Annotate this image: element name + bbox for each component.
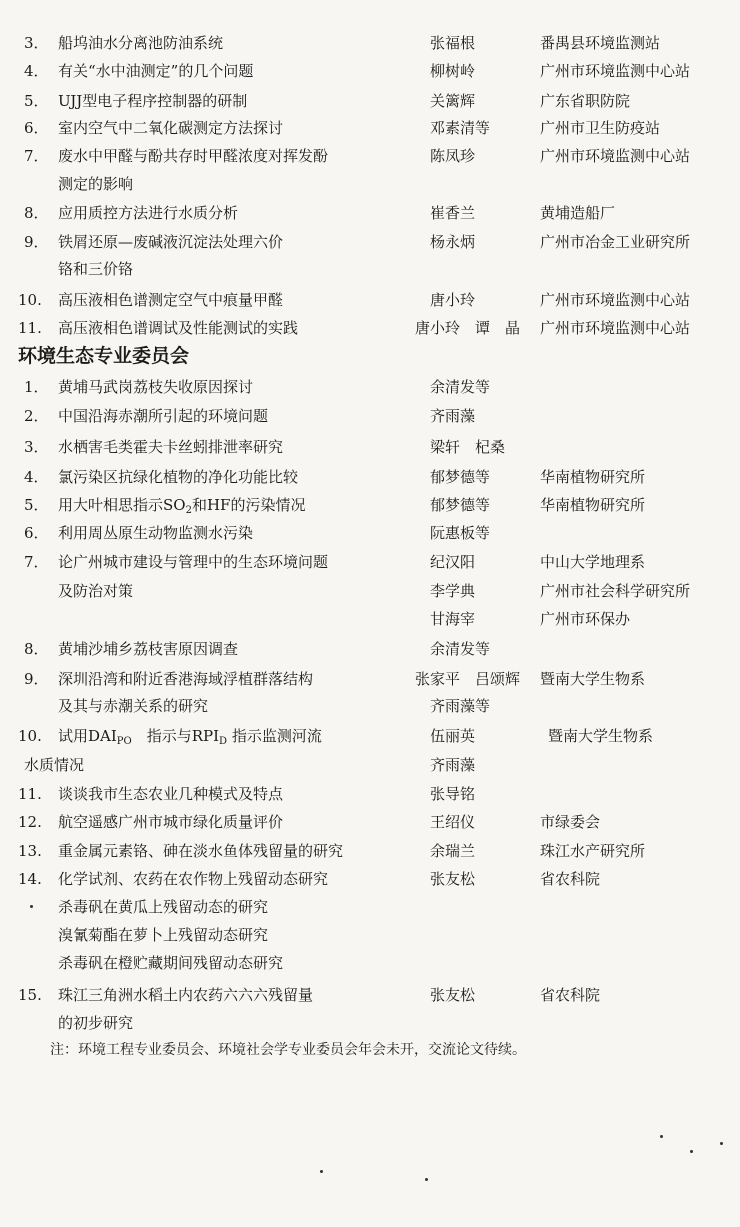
item-author: 柳树岭	[430, 62, 476, 80]
item-organization: 省农科院	[540, 870, 601, 888]
item-author: 纪汉阳	[430, 553, 476, 571]
item-number: 3．	[24, 438, 49, 456]
item-number: 7．	[24, 553, 49, 571]
list-item	[0, 866, 740, 892]
item-number: 15.	[18, 986, 42, 1004]
item-author: 张福根	[430, 34, 476, 52]
item-number: 4．	[24, 468, 49, 486]
item-title: 用大叶相思指示$SO_2$和HF的污染情况	[58, 496, 306, 516]
list-item	[0, 894, 740, 920]
list-item	[0, 200, 740, 226]
item-organization: 广东省职防院	[540, 92, 631, 110]
item-author: 杨永炳	[430, 233, 476, 251]
scan-speck	[425, 1178, 428, 1181]
item-title: 重金属元素铬、砷在淡水鱼体残留量的研究	[58, 842, 344, 860]
item-organization: 广州市环境监测中心站	[540, 291, 691, 309]
item-title-continuation: 杀毒矾在黄瓜上残留动态的研究	[58, 898, 269, 916]
list-item	[0, 982, 740, 1008]
item-title: 氯污染区抗绿化植物的净化功能比较	[58, 468, 299, 486]
item-title-continuation: 的初步研究	[58, 1014, 134, 1032]
item-author: 李学典	[430, 582, 476, 600]
item-author: 阮惠板等	[430, 524, 491, 542]
item-organization: 广州市冶金工业研究所	[540, 233, 691, 251]
item-number: 1．	[24, 378, 49, 396]
section-heading: 环境生态专业委员会	[18, 345, 190, 367]
item-author: 余瑞兰	[430, 842, 476, 860]
scan-speck	[690, 1150, 693, 1153]
item-number: 9．	[24, 670, 49, 688]
item-author: 张家平 吕颂辉	[415, 670, 521, 688]
item-number: 10.	[18, 291, 42, 309]
item-author: 关篱辉	[430, 92, 476, 110]
item-title: 高压液相色谱测定空气中痕量甲醛	[58, 291, 284, 309]
item-number: 5．	[24, 496, 49, 514]
item-number: 2．	[24, 407, 49, 425]
item-title-continuation: 及防治对策	[58, 582, 134, 600]
item-author: 甘海宰	[430, 610, 476, 628]
list-item	[0, 606, 740, 632]
list-item	[0, 229, 740, 255]
item-author: 陈凤珍	[430, 147, 476, 165]
list-item	[0, 1010, 740, 1036]
item-title: 铁屑还原—废碱液沉淀法处理六价	[58, 233, 284, 251]
item-organization: 华南植物研究所	[540, 468, 646, 486]
item-author: 张友松	[430, 986, 476, 1004]
item-number: 11.	[18, 319, 42, 337]
item-author: 崔香兰	[430, 204, 476, 222]
list-item	[0, 752, 740, 778]
item-title: 船坞油水分离池防油系统	[58, 34, 224, 52]
item-title: 谈谈我市生态农业几种模式及特点	[58, 785, 284, 803]
item-organization: 广州市环境监测中心站	[540, 62, 691, 80]
item-number: 6．	[24, 524, 49, 542]
list-item	[0, 693, 740, 719]
list-item	[0, 464, 740, 490]
footnote: 注：环境工程专业委员会、环境社会学专业委员会年会未开，交流论文待续。	[50, 1042, 526, 1058]
item-title: 废水中甲醛与酚共存时甲醛浓度对挥发酚	[58, 147, 329, 165]
item-title: 中国沿海赤潮所引起的环境问题	[58, 407, 269, 425]
item-title-continuation: 杀毒矾在橙贮藏期间残留动态研究	[58, 954, 284, 972]
item-number: 10.	[18, 727, 42, 745]
item-title: 高压液相色谱调试及性能测试的实践	[58, 319, 299, 337]
item-organization: 中山大学地理系	[540, 553, 646, 571]
item-organization: 省农科院	[540, 986, 601, 1004]
list-item	[0, 30, 740, 56]
list-item	[0, 922, 740, 948]
item-title: UJJ型电子程序控制器的研制	[58, 92, 248, 110]
item-number: 13.	[18, 842, 42, 860]
item-title: 深圳沿湾和附近香港海域浮植群落结构	[58, 670, 314, 688]
item-title-continuation: 水质情况	[24, 756, 85, 774]
list-item	[0, 88, 740, 114]
item-title: 航空遥感广州市城市绿化质量评价	[58, 813, 284, 831]
list-item	[0, 809, 740, 835]
list-item	[0, 723, 740, 749]
item-title: 室内空气中二氧化碳测定方法探讨	[58, 119, 284, 137]
item-author: 余清发等	[430, 640, 491, 658]
item-title: 化学试剂、农药在农作物上残留动态研究	[58, 870, 329, 888]
list-item	[0, 374, 740, 400]
item-title: 有关“水中油测定”的几个问题	[58, 62, 254, 80]
item-organization: 暨南大学生物系	[540, 670, 646, 688]
list-item	[0, 403, 740, 429]
item-title-continuation: 铬和三价铬	[58, 260, 134, 278]
item-author: 邓素清等	[430, 119, 491, 137]
item-title: 珠江三角洲水稻土内农药六六六残留量	[58, 986, 314, 1004]
item-title: 利用周丛原生动物监测水污染	[58, 524, 254, 542]
item-author: 张导铭	[430, 785, 476, 803]
item-title-continuation: 溴氰菊酯在萝卜上残留动态研究	[58, 926, 269, 944]
item-title: 水栖害毛类霍夫卡丝蚓排泄率研究	[58, 438, 284, 456]
list-item	[0, 781, 740, 807]
scan-speck	[320, 1170, 323, 1173]
list-item	[0, 143, 740, 169]
scan-speck	[30, 905, 33, 908]
item-organization: 珠江水产研究所	[540, 842, 646, 860]
item-author: 唐小玲 谭 晶	[415, 319, 521, 337]
list-item	[0, 58, 740, 84]
item-title: 应用质控方法进行水质分析	[58, 204, 239, 222]
list-item	[0, 838, 740, 864]
list-item	[0, 666, 740, 692]
scan-speck	[720, 1142, 723, 1145]
item-number: 9．	[24, 233, 49, 251]
list-item	[0, 171, 740, 197]
item-title-continuation: 及其与赤潮关系的研究	[58, 697, 209, 715]
item-number: 8．	[24, 640, 49, 658]
item-author: 王绍仪	[430, 813, 476, 831]
item-title: 试用$DAI_{PO}$ 指示与$RPI_D$ 指示监测河流	[58, 727, 322, 747]
item-organization: 番禺县环境监测站	[540, 34, 661, 52]
list-item	[0, 256, 740, 282]
item-author: 余清发等	[430, 378, 491, 396]
item-organization: 广州市卫生防疫站	[540, 119, 661, 137]
item-organization: 广州市社会科学研究所	[540, 582, 691, 600]
item-title: 论广州城市建设与管理中的生态环境问题	[58, 553, 329, 571]
item-organization: 广州市环境监测中心站	[540, 147, 691, 165]
item-organization: 华南植物研究所	[540, 496, 646, 514]
item-author: 郁梦德等	[430, 496, 491, 514]
item-organization: 暨南大学生物系	[548, 727, 654, 745]
item-title-continuation: 测定的影响	[58, 175, 134, 193]
item-organization: 广州市环境监测中心站	[540, 319, 691, 337]
list-item	[0, 315, 740, 341]
item-organization: 黄埔造船厂	[540, 204, 616, 222]
item-title: 黄埔沙埔乡荔枝害原因调查	[58, 640, 239, 658]
list-item	[0, 578, 740, 604]
list-item	[0, 115, 740, 141]
item-number: 6．	[24, 119, 49, 137]
list-item	[0, 434, 740, 460]
item-number: 4．	[24, 62, 49, 80]
item-organization: 市绿委会	[540, 813, 601, 831]
item-number: 7．	[24, 147, 49, 165]
item-author: 齐雨藻等	[430, 697, 491, 715]
item-number: 5．	[24, 92, 49, 110]
item-author: 郁梦德等	[430, 468, 491, 486]
item-title: 黄埔马武岗荔枝失收原因探讨	[58, 378, 254, 396]
item-author: 伍丽英	[430, 727, 476, 745]
list-item	[0, 549, 740, 575]
item-number: 14.	[18, 870, 42, 888]
list-item	[0, 636, 740, 662]
item-author: 梁轩 杞桑	[430, 438, 506, 456]
item-author: 齐雨藻	[430, 407, 476, 425]
item-number: 3．	[24, 34, 49, 52]
item-number: 8．	[24, 204, 49, 222]
item-number: 12.	[18, 813, 42, 831]
list-item	[0, 287, 740, 313]
list-item	[0, 520, 740, 546]
item-number: 11.	[18, 785, 42, 803]
item-author: 张友松	[430, 870, 476, 888]
list-item	[0, 492, 740, 518]
item-organization: 广州市环保办	[540, 610, 631, 628]
item-author: 唐小玲	[430, 291, 476, 309]
list-item	[0, 950, 740, 976]
scan-speck	[660, 1135, 663, 1138]
item-author: 齐雨藻	[430, 756, 476, 774]
